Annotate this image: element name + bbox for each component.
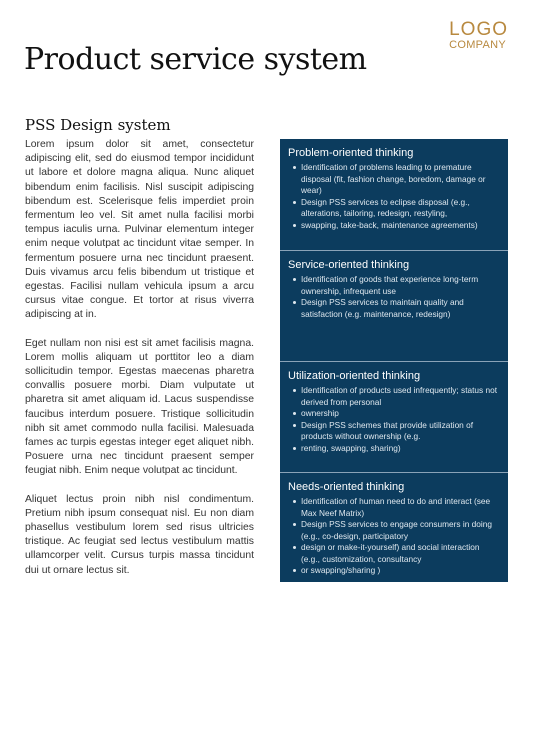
panel-section-list xyxy=(288,274,500,320)
panel-section-title: Problem-oriented thinking xyxy=(288,147,414,159)
list-item: swapping, take-back, maintenance agreements) xyxy=(301,220,500,232)
logo-company-text: COMPANY xyxy=(449,39,506,51)
list-item: Design PSS services to eclipse disposal (e.g., alterations, tailoring, redesign, restyling, xyxy=(301,197,500,220)
list-item: Identification of goods that experience long-term ownership, infrequent use xyxy=(301,274,500,297)
panel-section-needs xyxy=(280,472,508,582)
list-item: renting, swapping, sharing) xyxy=(301,443,500,455)
list-item: design or make-it-yourself) and social interaction (e.g., customization, consultancy xyxy=(301,542,500,565)
page-title: Product service system xyxy=(24,42,367,77)
list-item: Identification of products used infrequently; status not derived from personal xyxy=(301,385,500,408)
panel-section-utilization xyxy=(280,361,508,472)
list-item: Design PSS schemes that provide utilization of products without ownership (e.g. xyxy=(301,420,500,443)
body-paragraph-3: Aliquet lectus proin nibh nisl condimentum. Pretium nibh ipsum consequat nisl. Eu non diam phasellus vestibulum lorem sed risus ultricies tristique. Ac feugiat sed lectus vestibulum mattis ullamcorper velit. Cursus turpis massa tincidunt dui ut ornare lectus sit. xyxy=(25,493,254,576)
section-subtitle: PSS Design system xyxy=(25,116,171,134)
panel-section-problem xyxy=(280,139,508,250)
list-item: or swapping/sharing ) xyxy=(301,565,500,577)
list-item: Identification of problems leading to premature disposal (fit, fashion change, boredom, damage or wear) xyxy=(301,162,500,197)
thinking-panel xyxy=(280,139,508,582)
panel-section-list xyxy=(288,385,500,454)
panel-section-title: Service-oriented thinking xyxy=(288,259,410,271)
panel-section-list xyxy=(288,496,500,577)
list-item: Design PSS services to engage consumers in doing (e.g., co-design, participatory xyxy=(301,519,500,542)
panel-section-service xyxy=(280,250,508,361)
body-paragraph-2: Eget nullam non nisi est sit amet facilisis magna. Lorem mollis aliquam ut porttitor leo a diam sollicitudin tempor. Egestas maecenas pharetra convallis posuere morbi. Diam vulputate ut pharetra sit amet aliquam id. Lacus suspendisse faucibus interdum posuere. Tristique sollicitudin nibh sit amet commodo nulla facilisi. Malesuada fames ac turpis egestas integer eget aliquet nibh. Posuere urna nec tincidunt praesent semper feugiat nibh. Enim neque volutpat ac tincidunt. xyxy=(25,337,254,477)
list-item: ownership xyxy=(301,408,500,420)
body-paragraph-1: Lorem ipsum dolor sit amet, consectetur adipiscing elit, sed do eiusmod tempor incididunt ut labore et dolore magna aliqua. Nunc aliquet bibendum enim facilisis. Nisl suscipit adipiscing bibendum est. Scelerisque felis imperdiet proin fermentum leo vel. Sit amet nulla facilisi morbi tempus iaculis urna. Pulvinar elementum integer enim neque volutpat ac tincidunt vitae semper. In fermentum posuere urna nec tincidunt praesent. Duis vivamus arcu felis bibendum ut tristique et egestas. Facilisi nullam vehicula ipsum a arcu cursus vitae congue. Et tortor at risus viverra adipiscing at in. xyxy=(25,139,254,321)
company-logo xyxy=(449,20,508,51)
logo-text: LOGO xyxy=(449,19,508,40)
list-item: Identification of human need to do and interact (see Max Neef Matrix) xyxy=(301,496,500,519)
panel-section-title: Needs-oriented thinking xyxy=(288,481,405,493)
body-text-column xyxy=(25,138,254,592)
list-item: Design PSS services to maintain quality and satisfaction (e.g. maintenance, redesign) xyxy=(301,297,500,320)
panel-section-title: Utilization-oriented thinking xyxy=(288,370,421,382)
panel-section-list xyxy=(288,162,500,231)
